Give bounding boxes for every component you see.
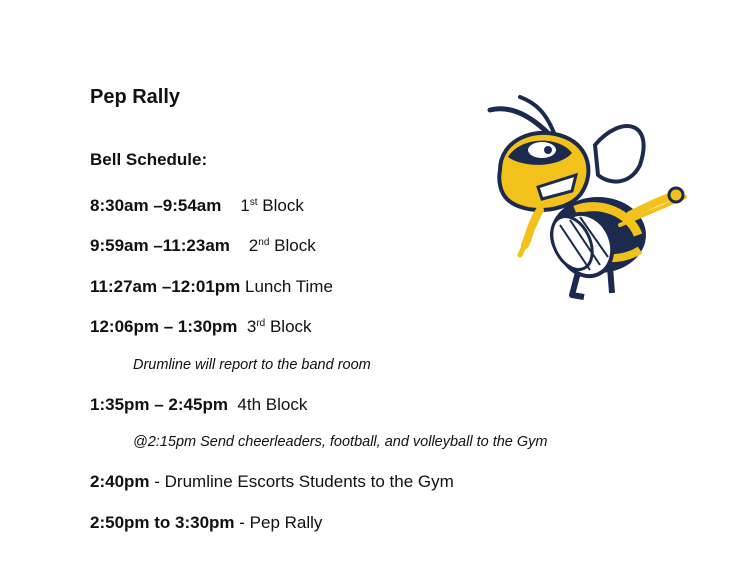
subtitle: Bell Schedule: xyxy=(90,150,208,169)
note-drumline: Drumline will report to the band room xyxy=(133,357,371,373)
row-ordinal-suffix: nd xyxy=(258,237,270,248)
row-time: 9:59am –11:23am xyxy=(90,236,230,255)
schedule-row-3 xyxy=(90,277,333,297)
row-time: 1:35pm – 2:45pm xyxy=(90,395,228,414)
schedule-row-4 xyxy=(90,317,312,337)
row-ordinal: 2 xyxy=(248,236,259,255)
schedule-row-1 xyxy=(90,196,304,216)
row-desc: - Pep Rally xyxy=(239,513,323,532)
row-ordinal-suffix: rd xyxy=(256,318,266,329)
row-ordinal: 1 xyxy=(240,196,250,215)
title: Pep Rally xyxy=(90,86,181,108)
schedule-row-2 xyxy=(90,236,316,256)
row-time: 11:27am –12:01pm xyxy=(90,277,241,296)
row-ordinal: 3 xyxy=(246,317,257,336)
schedule-row-7 xyxy=(90,513,322,533)
row-time: 2:40pm xyxy=(90,472,150,491)
row-label: Block xyxy=(269,317,312,336)
row-time: 2:50pm to 3:30pm xyxy=(90,513,235,532)
row-label: Block xyxy=(274,236,316,255)
row-time: 12:06pm – 1:30pm xyxy=(90,317,238,336)
row-ordinal-suffix: st xyxy=(249,197,258,208)
row-desc: Lunch Time xyxy=(245,277,333,296)
yellow-jacket-drummer-icon xyxy=(480,95,690,305)
row-label: Block xyxy=(262,196,304,215)
note-send-teams: @2:15pm Send cheerleaders, football, and volleyball to the Gym xyxy=(133,434,548,450)
schedule-row-6 xyxy=(90,472,454,492)
row-time: 8:30am –9:54am xyxy=(90,196,222,215)
row-desc: 4th Block xyxy=(237,395,308,414)
row-desc: - Drumline Escorts Students to the Gym xyxy=(154,472,454,491)
schedule-row-5 xyxy=(90,395,307,415)
